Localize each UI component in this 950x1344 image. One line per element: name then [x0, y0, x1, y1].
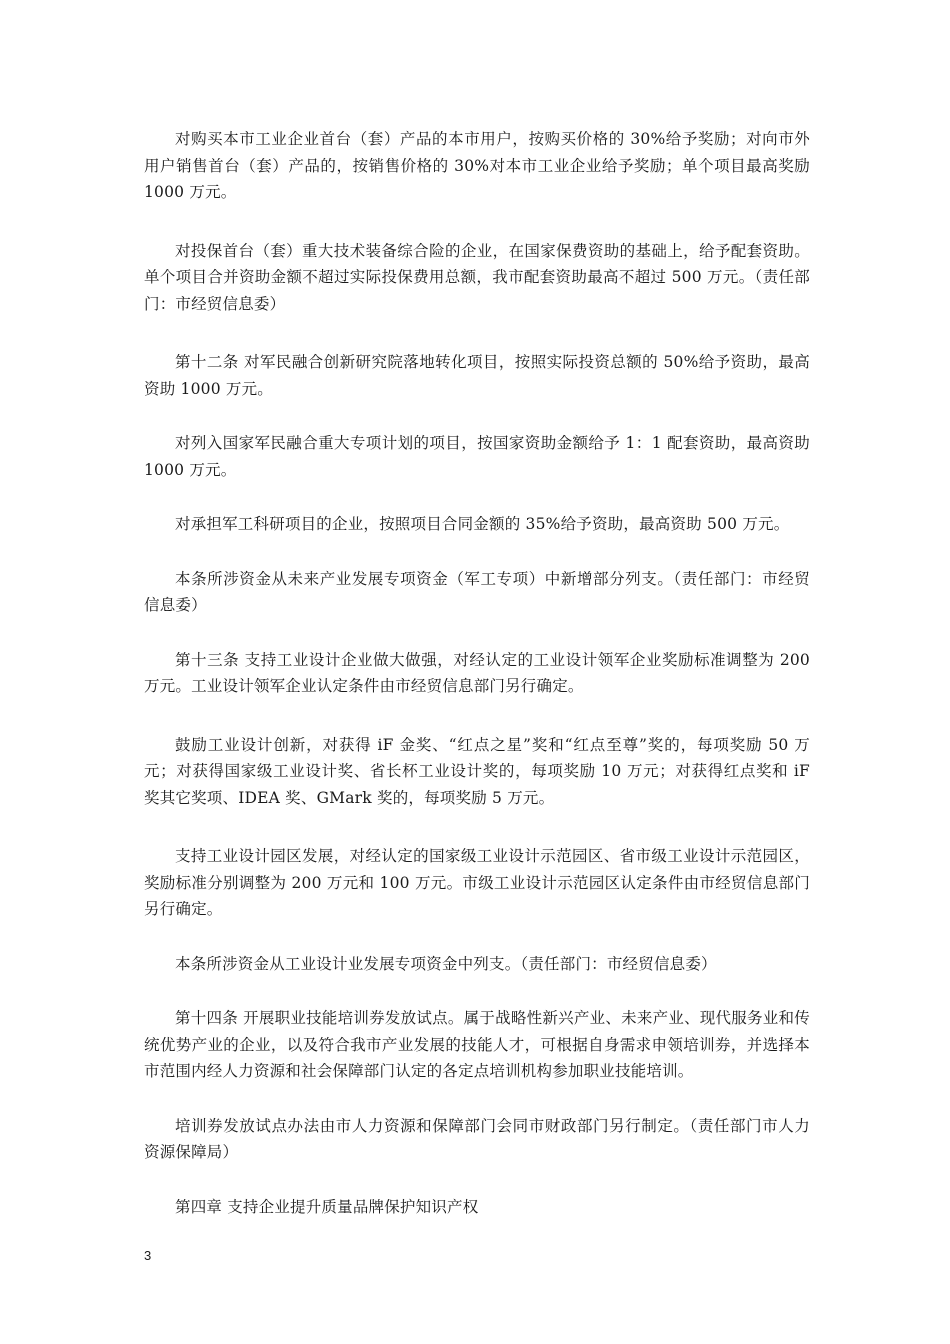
paragraph-military-civil-special-project: 对列入国家军民融合重大专项计划的项目，按国家资助金额给予 1：1 配套资助，最高资助 1000 万元。 — [144, 434, 810, 479]
chapter-heading-4: 第四章 支持企业提升质量品牌保护知识产权 — [175, 1197, 479, 1216]
paragraph-industrial-design-awards: 鼓励工业设计创新，对获得 iF 金奖、“红点之星”奖和“红点至尊”奖的，每项奖励 50 万元；对获得国家级工业设计奖、省长杯工业设计奖的，每项奖励 10 万元；对获得红点奖和 iF 奖其它奖项、IDEA 奖、GMark 奖的，每项奖励 5 万元。 — [144, 735, 810, 807]
paragraph-article-13-funding-source: 本条所涉资金从工业设计业发展专项资金中列支。（责任部门：市经贸信息委） — [175, 954, 717, 973]
paragraph-article-13: 第十三条 支持工业设计企业做大做强，对经认定的工业设计领军企业奖励标准调整为 200 万元。工业设计领军企业认定条件由市经贸信息部门另行确定。 — [144, 650, 810, 695]
paragraph-insurance-subsidy: 对投保首台（套）重大技术装备综合险的企业，在国家保费资助的基础上，给予配套资助。单个项目合并资助金额不超过实际投保费用总额，我市配套资助最高不超过 500 万元。（责任部门：市经贸信息委） — [144, 241, 810, 313]
paragraph-article-14: 第十四条 开展职业技能培训券发放试点。属于战略性新兴产业、未来产业、现代服务业和传统优势产业的企业，以及符合我市产业发展的技能人才，可根据自身需求申领培训券，并选择本市范围内经人力资源和社会保障部门认定的各定点培训机构参加职业技能培训。 — [144, 1009, 810, 1080]
paragraph-article-12-funding-source: 本条所涉资金从未来产业发展专项资金（军工专项）中新增部分列支。（责任部门：市经贸信息委） — [144, 569, 810, 614]
document-body — [144, 126, 810, 1252]
paragraph-military-research-project: 对承担军工科研项目的企业，按照项目合同金额的 35%给予资助，最高资助 500 万元。 — [175, 515, 790, 533]
paragraph-first-set-purchase-reward: 对购买本市工业企业首台（套）产品的本市用户，按购买价格的 30%给予奖励；对向市外用户销售首台（套）产品的，按销售价格的 30%对本市工业企业给予奖励；单个项目最高奖励 1000 万元。 — [144, 130, 810, 201]
page-number: 3 — [144, 1248, 152, 1263]
paragraph-article-12: 第十二条 对军民融合创新研究院落地转化项目，按照实际投资总额的 50%给予资助，最高资助 1000 万元。 — [144, 353, 810, 398]
paragraph-design-park-support: 支持工业设计园区发展，对经认定的国家级工业设计示范园区、省市级工业设计示范园区，奖励标准分别调整为 200 万元和 100 万元。市级工业设计示范园区认定条件由市经贸信息部门另行确定。 — [144, 847, 810, 918]
paragraph-training-voucher-rules: 培训券发放试点办法由市人力资源和保障部门会同市财政部门另行制定。（责任部门市人力资源保障局） — [144, 1116, 810, 1161]
